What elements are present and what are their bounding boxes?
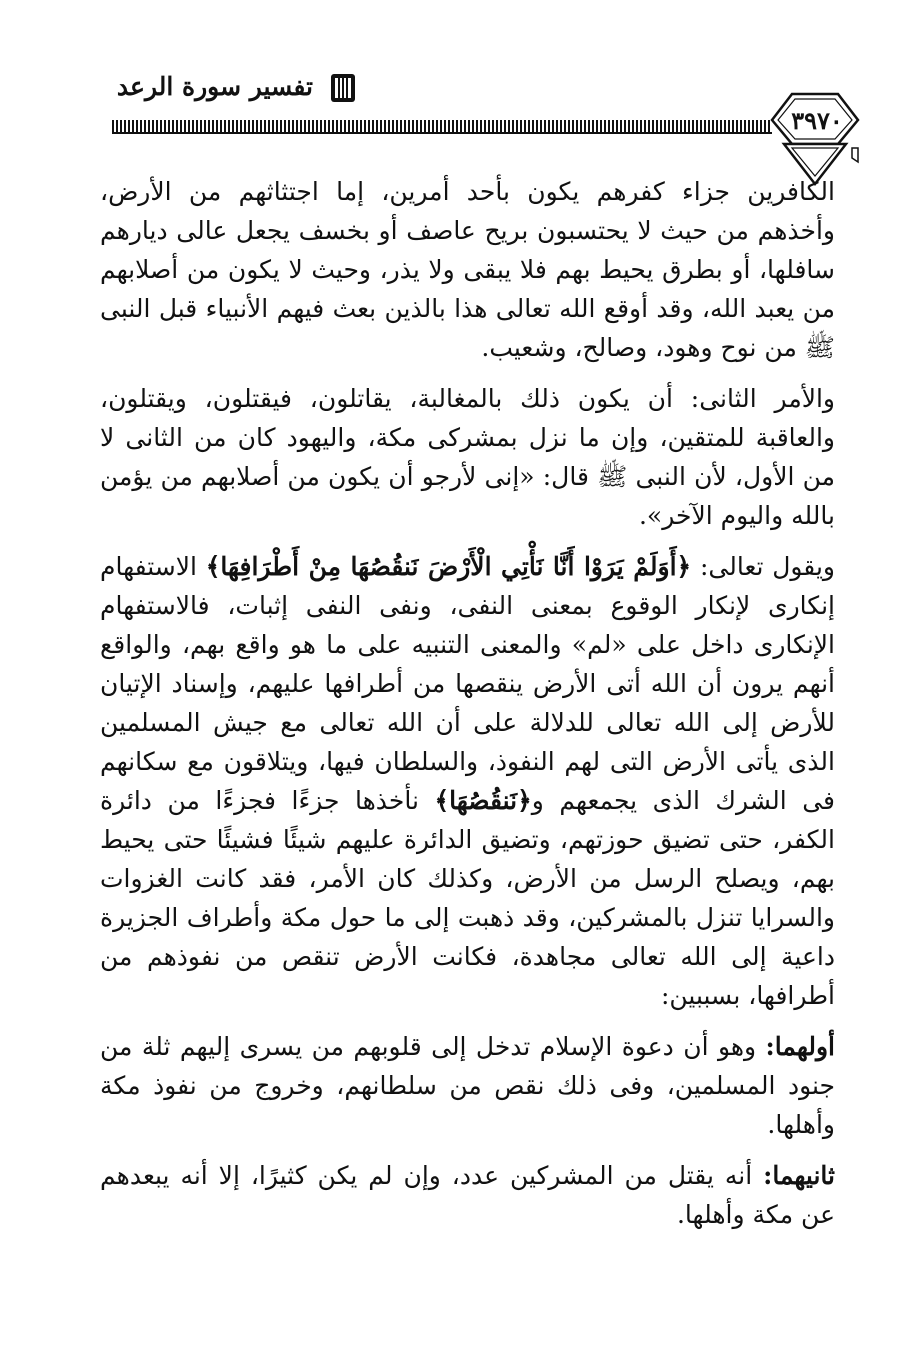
- reason-paragraph: [100, 1027, 835, 1144]
- quran-paragraph: [100, 547, 835, 1015]
- reason-lead: أولهما:: [765, 1032, 835, 1061]
- reason-text: أنه يقتل من المشركين عدد، وإن لم يكن كثيرًا، إلا أنه يبعدهم عن مكة وأهلها.: [100, 1161, 835, 1229]
- page-number: ٣٩٧٠: [791, 106, 843, 135]
- quran-word: ﴿نَنقُصُهَا﴾: [434, 786, 532, 815]
- page-header: [0, 60, 921, 170]
- paragraph: الكافرين جزاء كفرهم يكون بأحد أمرين، إما اجتثاثهم من الأرض، وأخذهم من حيث لا يحتسبون بريح عاصف أو بخسف يجعل عالى ديارهم سافلها، أو بطرق يحيط بهم فلا يبقى ولا يذر، وحيث لا يكون من أصلابهم من يعبد الله، وقد أوقع الله تعالى هذا بالذين بعث فيهم الأنبياء قبل النبى ﷺ من نوح وهود، وصالح، وشعيب.: [100, 177, 835, 362]
- reason-text: وهو أن دعوة الإسلام تدخل إلى قلوبهم من يسرى إليهم ثلة من جنود المسلمين، وفى ذلك نقص من سلطانهم، وخروج من نفوذ مكة وأهلها.: [100, 1032, 835, 1139]
- running-title: تفسير سورة الرعد: [116, 72, 313, 101]
- paragraph-intro: ويقول تعالى:: [691, 552, 835, 581]
- paragraph: والأمر الثانى: أن يكون ذلك بالمغالبة، يقاتلون، فيقتلون، ويقتلون، والعاقبة للمتقين، وإن ما نزل بمشركى مكة، واليهود كان من الثانى لا من الأول، لأن النبى ﷺ قال: «إنى لأرجو أن يكون من أصلابهم من يؤمن بالله واليوم الآخر».: [100, 384, 835, 530]
- quran-verse: ﴿أَوَلَمْ يَرَوْا أَنَّا نَأْتِي الْأَرْضَ نَنقُصُهَا مِنْ أَطْرَافِهَا﴾: [205, 552, 692, 581]
- reason-lead: ثانيهما:: [763, 1161, 835, 1190]
- reason-paragraph: [100, 1156, 835, 1234]
- header-rule: [112, 120, 772, 132]
- paragraph-text: نأخذها جزءًا فجزءًا من دائرة الكفر، حتى تضيق حوزتهم، وتضيق الدائرة عليهم شيئًا فشيئًا حتى يحيط بهم، ويصلح الرسل من الأرض، وكذلك كان الأمر، فقد كانت الغزوات والسرايا تنزل بالمشركين، وقد ذهبت إلى ما حول مكة وأطراف الجزيرة داعية إلى الله تعالى مجاهدة، فكانت الأرض تنقص من نفوذهم من أطرافها، بسببين:: [100, 786, 835, 1010]
- paragraph-text: الاستفهام إنكارى لإنكار الوقوع بمعنى النفى، ونفى النفى إثبات، فالاستفهام الإنكارى داخل على «لم» والمعنى التنبيه على ما هو واقع بهم، والواقع أنهم يرون أن الله أتى الأرض ينقصها من أطرافها عليهم، وإسناد الإتيان للأرض إلى الله تعالى للدلالة على أن الله تعالى مع جيش المسلمين الذى يأتى الأرض التى لهم النفوذ، والسلطان فيها، ويتلاقون مع سكانهم فى الشرك الذى يجمعهم و: [100, 552, 836, 815]
- header-rule-base: [112, 132, 772, 134]
- ornament-icon: [327, 70, 359, 106]
- page-body: [100, 172, 835, 1246]
